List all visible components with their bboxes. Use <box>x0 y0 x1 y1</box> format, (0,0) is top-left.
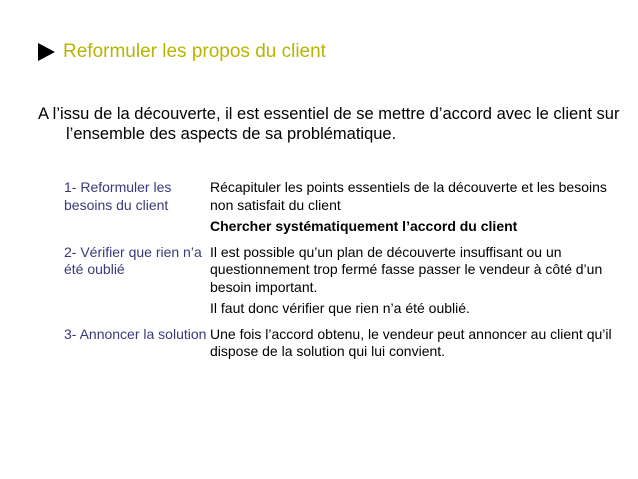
triangle-right-icon <box>38 43 55 61</box>
intro-paragraph: A l’issu de la découverte, il est essentiel de se mettre d’accord avec le client sur l’ensemble des aspects de sa problématique. <box>38 105 620 143</box>
step-text: Une fois l’accord obtenu, le vendeur peut annoncer au client qu’il dispose de la solution qui lui convient. <box>210 325 612 359</box>
step-emphasis: Chercher systématiquement l’accord du client <box>210 218 518 234</box>
step-description <box>210 179 619 236</box>
slide-title-row <box>38 40 326 64</box>
step-label: 3- Annoncer la solution <box>64 325 207 342</box>
step-label: 1- Reformuler les besoins du client <box>64 179 172 213</box>
step-row-1 <box>64 179 619 236</box>
step-row-2 <box>64 244 619 318</box>
steps-table <box>64 179 619 369</box>
step-description <box>210 244 619 318</box>
step-row-3 <box>64 326 619 361</box>
step-label: 2- Vérifier que rien n’a été oublié <box>64 243 202 277</box>
step-text: Récapituler les points essentiels de la découverte et les besoins non satisfait du client <box>210 179 607 213</box>
step-text: Il faut donc vérifier que rien n’a été oublié. <box>210 300 470 316</box>
slide-title: Reformuler les propos du client <box>63 41 326 62</box>
step-description <box>210 326 619 361</box>
step-text: Il est possible qu’un plan de découverte insuffisant ou un questionnement trop fermé fasse passer le vendeur à côté d’un besoin important. <box>210 243 603 295</box>
